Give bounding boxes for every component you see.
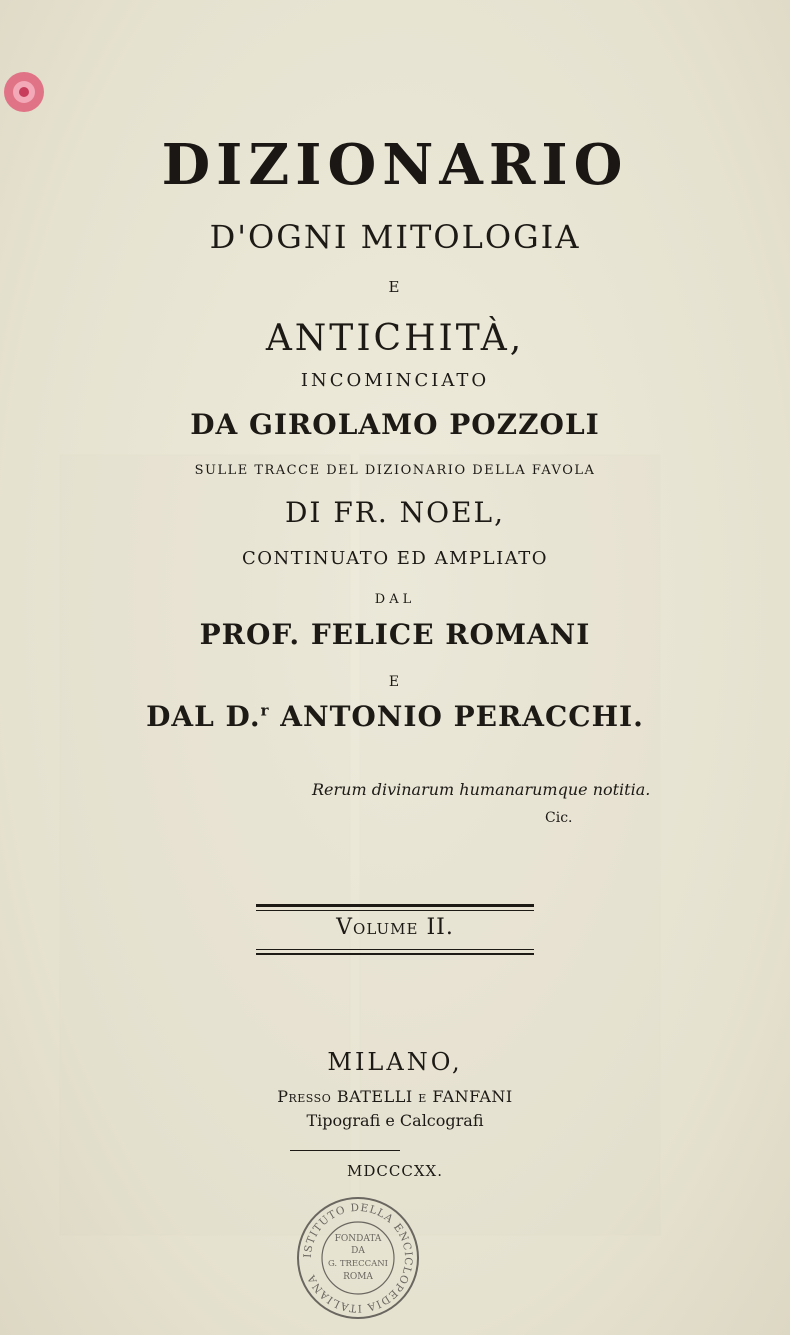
- stamp-line-2: DA: [351, 1246, 365, 1256]
- library-stamp: [295, 1195, 421, 1321]
- author-peracchi: DAL D.$^r$ ANTONIO PERACCHI.: [146, 700, 644, 733]
- stamp-ring-text: ISTITUTO DELLA ENCICLOPEDIA ITALIANA: [301, 1201, 415, 1315]
- conjunction-1: E: [388, 278, 402, 296]
- conjunction-2: E: [388, 674, 402, 690]
- author-pozzoli: DA GIROLAMO POZZOLI: [190, 408, 600, 441]
- stamp-line-1: FONDATA: [334, 1234, 382, 1244]
- source-author-noel: DI FR. NOEL,: [284, 496, 506, 529]
- stamp-line-4: ROMA: [343, 1272, 373, 1282]
- author-romani: PROF. FELICE ROMANI: [199, 618, 591, 651]
- imprint-city: MILANO,: [327, 1048, 463, 1076]
- tracks-line: SULLE TRACCE DEL DIZIONARIO DELLA FAVOLA: [194, 463, 596, 478]
- imprint-date: MDCCCXX.: [347, 1162, 443, 1180]
- by-label: DAL: [374, 592, 416, 607]
- volume-rule-top-thin: [256, 910, 534, 911]
- volume-rule-top: [256, 904, 534, 907]
- volume-number: Volume II.: [336, 915, 454, 940]
- subtitle-mythology: D'OGNI MITOLOGIA: [209, 218, 581, 256]
- epigraph-quote: Rerum divinarum humanarumque notitia.: [312, 780, 651, 799]
- svg-text:ISTITUTO DELLA ENCICLOPEDIA IT: [302, 1202, 414, 1314]
- volume-rule-bottom-thick: [256, 953, 534, 955]
- imprint-trade: Tipografi e Calcografi: [306, 1111, 484, 1130]
- red-seal-icon: [0, 62, 54, 122]
- date-rule: [290, 1150, 400, 1151]
- book-title: DIZIONARIO: [161, 132, 629, 198]
- epigraph-attribution: Cic.: [545, 810, 573, 826]
- continued-line: CONTINUATO ED AMPLIATO: [242, 548, 548, 569]
- volume-rule-bottom: [256, 949, 534, 950]
- stamp-line-3: G. TRECCANI: [327, 1259, 389, 1269]
- begun-label: INCOMINCIATO: [300, 370, 490, 391]
- subtitle-antiquity: ANTICHITÀ,: [265, 318, 525, 359]
- imprint-publisher: Presso BATELLI e FANFANI: [277, 1087, 513, 1106]
